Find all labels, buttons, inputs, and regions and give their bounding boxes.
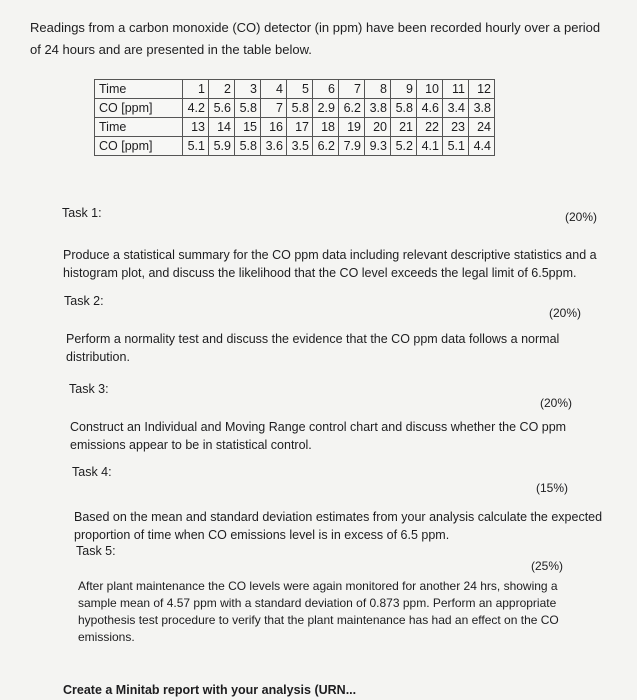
task-5-line: emissions. [78,630,135,644]
task-4-line: Based on the mean and standard deviation estimates from your analysis calculate the expected [74,510,603,524]
table-cell: 6 [313,80,339,99]
table-cell: 3.5 [287,137,313,156]
table-cell: 6.2 [339,99,365,118]
task-3-title: Task 3: [69,382,109,396]
task-3-line: emissions appear to be in statistical control. [70,438,312,452]
table-cell: 5.6 [209,99,235,118]
table-cell: 4.2 [183,99,209,118]
table-cell: 3 [235,80,261,99]
table-cell: 18 [313,118,339,137]
task-5-weight: (25%) [531,559,564,573]
table-cell: 21 [391,118,417,137]
table-cell: 13 [183,118,209,137]
table-cell: 9.3 [365,137,391,156]
table-cell: 7 [261,99,287,118]
table-cell: 14 [209,118,235,137]
row-label: Time [95,118,183,137]
table-cell: 5.2 [391,137,417,156]
intro-line-2: of 24 hours and are presented in the table below. [30,42,312,57]
table-row [95,118,495,137]
table-cell: 5.9 [209,137,235,156]
table-cell: 4.1 [417,137,443,156]
task-5-line: sample mean of 4.57 ppm with a standard deviation of 0.873 ppm. Perform an appropriate [78,596,557,610]
task-4-line: proportion of time when CO emissions level is in excess of 6.5 ppm. [74,528,450,542]
table-cell: 15 [235,118,261,137]
table-cell: 5.8 [235,99,261,118]
task-4-title: Task 4: [72,465,112,479]
task-2-line: distribution. [66,350,130,364]
table-cell: 4 [261,80,287,99]
table-cell: 20 [365,118,391,137]
task-3-body [70,418,630,454]
table-cell: 3.6 [261,137,287,156]
table-cell: 5.8 [391,99,417,118]
table-cell: 5.8 [235,137,261,156]
table-row [95,99,495,118]
task-1-body [63,246,633,282]
row-label: CO [ppm] [95,99,183,118]
table-cell: 8 [365,80,391,99]
table-cell: 5.8 [287,99,313,118]
table-cell: 23 [443,118,469,137]
task-5-body [78,578,628,646]
task-2-weight: (20%) [549,306,582,320]
task-3-weight: (20%) [540,396,573,410]
table-cell: 5.1 [183,137,209,156]
task-5-title: Task 5: [76,544,116,558]
table-cell: 11 [443,80,469,99]
task-4-body [74,508,634,544]
table-cell: 4.6 [417,99,443,118]
table-cell: 24 [469,118,495,137]
table-cell: 2 [209,80,235,99]
row-label: Time [95,80,183,99]
table-cell: 19 [339,118,365,137]
table-cell: 3.8 [365,99,391,118]
report-instruction: Create a Minitab report with your analysis (URN... [63,683,357,697]
task-1-title: Task 1: [62,206,102,220]
table-cell: 5.1 [443,137,469,156]
table-cell: 22 [417,118,443,137]
row-label: CO [ppm] [95,137,183,156]
table-cell: 7 [339,80,365,99]
task-4-weight: (15%) [536,481,569,495]
intro-paragraph [30,17,635,61]
table-cell: 3.8 [469,99,495,118]
table-cell: 9 [391,80,417,99]
task-2-line: Perform a normality test and discuss the evidence that the CO ppm data follows a normal [66,332,560,346]
table-cell: 10 [417,80,443,99]
task-5-line: After plant maintenance the CO levels were again monitored for another 24 hrs, showing a [78,579,558,593]
task-5-line: hypothesis test procedure to verify that the plant maintenance has had an effect on the CO [78,613,559,627]
table-cell: 2.9 [313,99,339,118]
table-cell: 12 [469,80,495,99]
table-cell: 5 [287,80,313,99]
table-cell: 7.9 [339,137,365,156]
table-cell: 17 [287,118,313,137]
table-row [95,137,495,156]
table-cell: 4.4 [469,137,495,156]
task-2-body [66,330,626,366]
task-1-weight: (20%) [565,210,598,224]
table-cell: 3.4 [443,99,469,118]
table-cell: 1 [183,80,209,99]
task-1-line: histogram plot, and discuss the likelihood that the CO level exceeds the legal limit of 6.5ppm. [63,266,577,280]
task-1-line: Produce a statistical summary for the CO ppm data including relevant descriptive statistics and a [63,248,597,262]
task-2-title: Task 2: [64,294,104,308]
table-row [95,80,495,99]
intro-line-1: Readings from a carbon monoxide (CO) detector (in ppm) have been recorded hourly over a period [30,20,601,35]
table-cell: 6.2 [313,137,339,156]
table-cell: 16 [261,118,287,137]
co-readings-table [94,79,495,156]
task-3-line: Construct an Individual and Moving Range control chart and discuss whether the CO ppm [70,420,567,434]
